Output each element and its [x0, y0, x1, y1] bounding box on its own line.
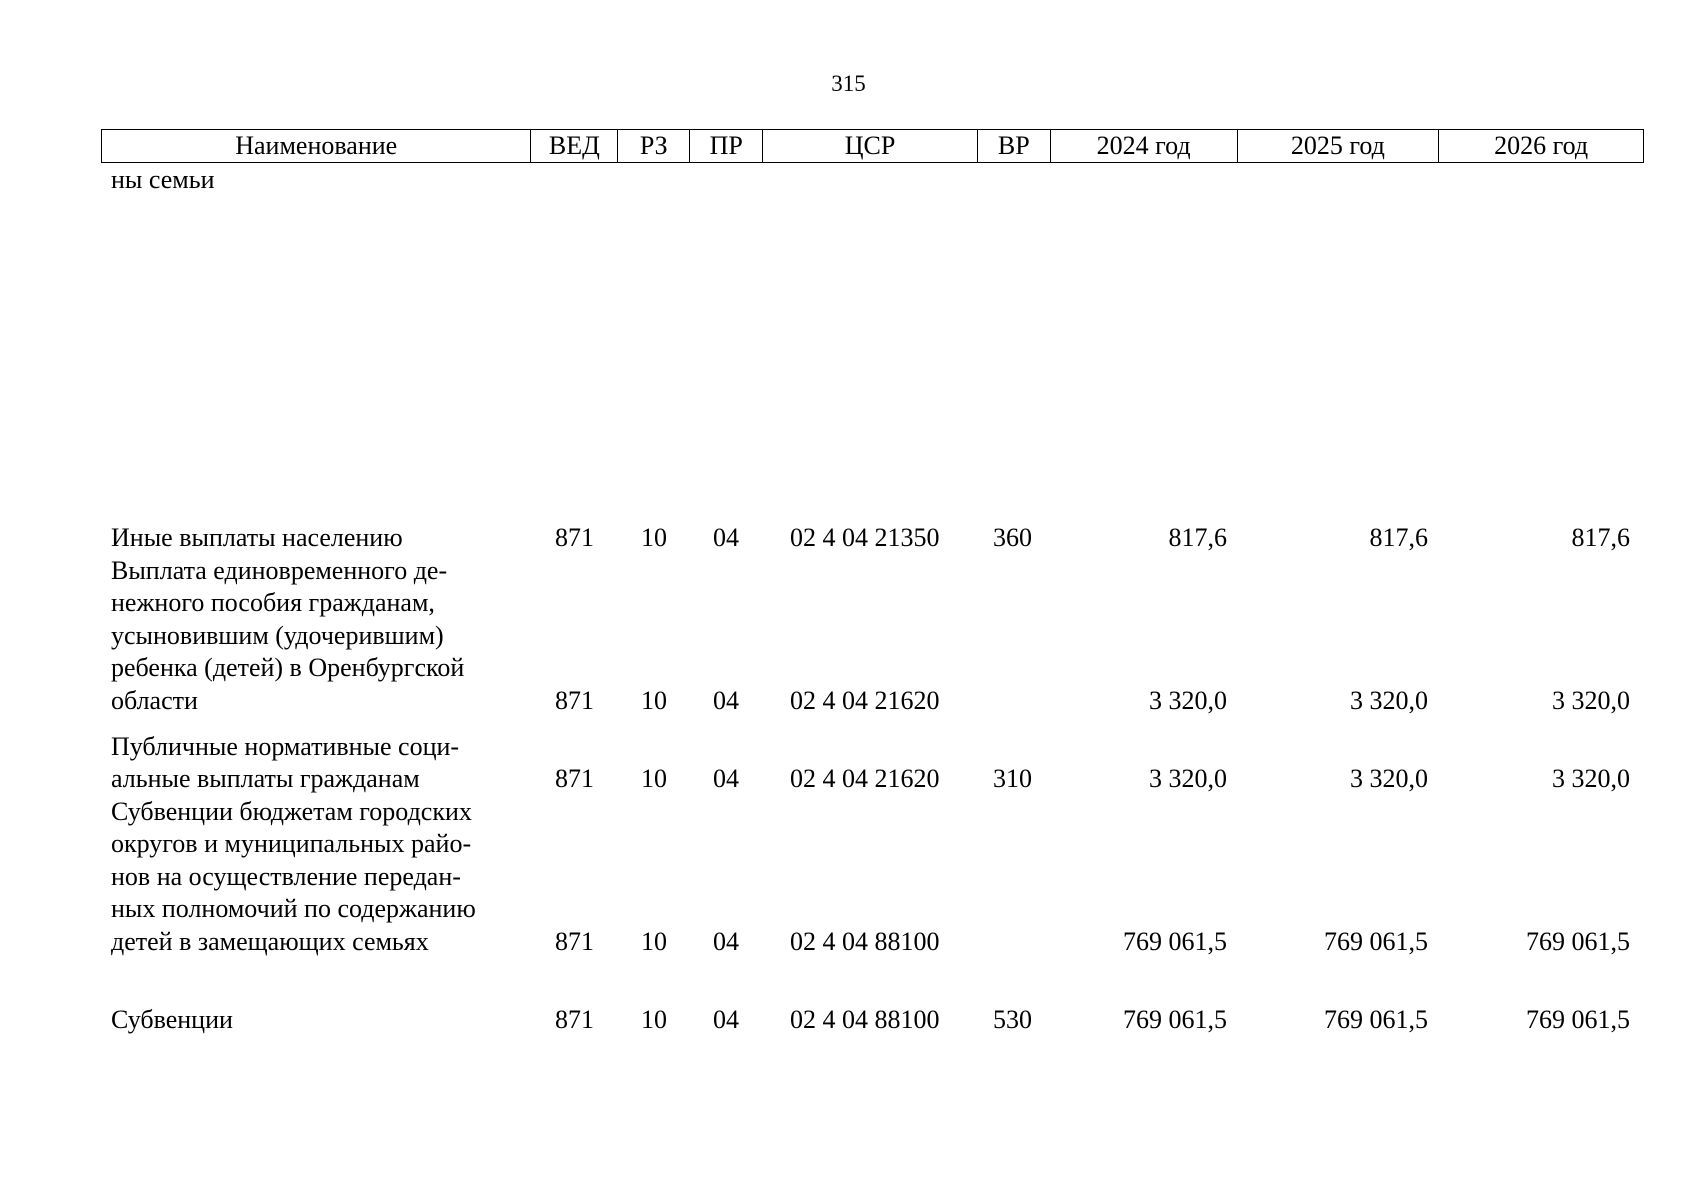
row-value-2024: 769 061,5 [1123, 1005, 1227, 1034]
row-value-2024: 769 061,5 [1123, 927, 1227, 956]
row-value-2024: 3 320,0 [1149, 764, 1227, 793]
row-ved: 871 [555, 523, 594, 552]
row-name-line: альные выплаты гражданам [111, 764, 420, 793]
header-ved: ВЕД [531, 130, 618, 162]
row-pr: 04 [713, 523, 739, 552]
row-pr: 04 [713, 1005, 739, 1034]
header-rz: РЗ [618, 130, 690, 162]
row-rz: 10 [641, 686, 667, 715]
row-name-line: нежного пособия гражданам, [111, 588, 435, 617]
row-name-line: Выплата единовременного де- [111, 556, 448, 585]
row-csr: 02 4 04 21350 [790, 523, 940, 552]
header-2024: 2024 год [1051, 130, 1238, 162]
table-header [101, 129, 1644, 163]
row-ved: 871 [555, 927, 594, 956]
row-rz: 10 [641, 927, 667, 956]
row-ved: 871 [555, 686, 594, 715]
header-2025: 2025 год [1238, 130, 1440, 162]
row-vr: 530 [993, 1005, 1032, 1034]
row-value-2025: 769 061,5 [1324, 927, 1428, 956]
row-value-2026: 3 320,0 [1552, 764, 1630, 793]
row-value-2025: 3 320,0 [1350, 764, 1428, 793]
row-name-line: детей в замещающих семьях [111, 927, 429, 956]
row-name-line: усыновившим (удочерившим) [111, 621, 444, 650]
row-csr: 02 4 04 21620 [790, 764, 940, 793]
row-pr: 04 [713, 764, 739, 793]
row-name-line: нов на осуществление передан- [111, 862, 461, 891]
header-2026: 2026 год [1494, 131, 1589, 160]
continuation-line: ны семьи [111, 165, 215, 194]
header-vr: ВР [978, 130, 1051, 162]
row-name-line: Субвенции бюджетам городских [111, 797, 472, 826]
row-value-2026: 769 061,5 [1526, 927, 1630, 956]
row-value-2025: 3 320,0 [1350, 686, 1428, 715]
row-value-2026: 769 061,5 [1526, 1005, 1630, 1034]
row-name-line: ных полномочий по содержанию [111, 894, 476, 923]
row-value-2024: 3 320,0 [1149, 686, 1227, 715]
page-number: 315 [831, 71, 866, 96]
row-name-line: ребенка (детей) в Оренбургской [111, 653, 465, 682]
row-vr: 360 [993, 523, 1032, 552]
row-pr: 04 [713, 686, 739, 715]
row-value-2026: 817,6 [1571, 523, 1630, 552]
row-csr: 02 4 04 21620 [790, 686, 940, 715]
row-name-line: Иные выплаты населению [111, 523, 403, 552]
row-csr: 02 4 04 88100 [790, 927, 940, 956]
row-value-2025: 769 061,5 [1324, 1005, 1428, 1034]
row-pr: 04 [713, 927, 739, 956]
header-name: Наименование [102, 130, 531, 162]
header-csr: ЦСР [763, 130, 978, 162]
row-value-2026: 3 320,0 [1552, 686, 1630, 715]
row-ved: 871 [555, 764, 594, 793]
row-value-2024: 817,6 [1168, 523, 1227, 552]
row-vr: 310 [993, 764, 1032, 793]
row-name-line: Субвенции [111, 1005, 233, 1034]
row-value-2025: 817,6 [1369, 523, 1428, 552]
row-rz: 10 [641, 523, 667, 552]
row-csr: 02 4 04 88100 [790, 1005, 940, 1034]
header-pr: ПР [690, 130, 763, 162]
row-name-line: области [111, 686, 198, 715]
row-rz: 10 [641, 764, 667, 793]
row-name-line: Публичные нормативные соци- [111, 732, 460, 761]
row-ved: 871 [555, 1005, 594, 1034]
row-rz: 10 [641, 1005, 667, 1034]
row-name-line: округов и муниципальных райо- [111, 829, 472, 858]
